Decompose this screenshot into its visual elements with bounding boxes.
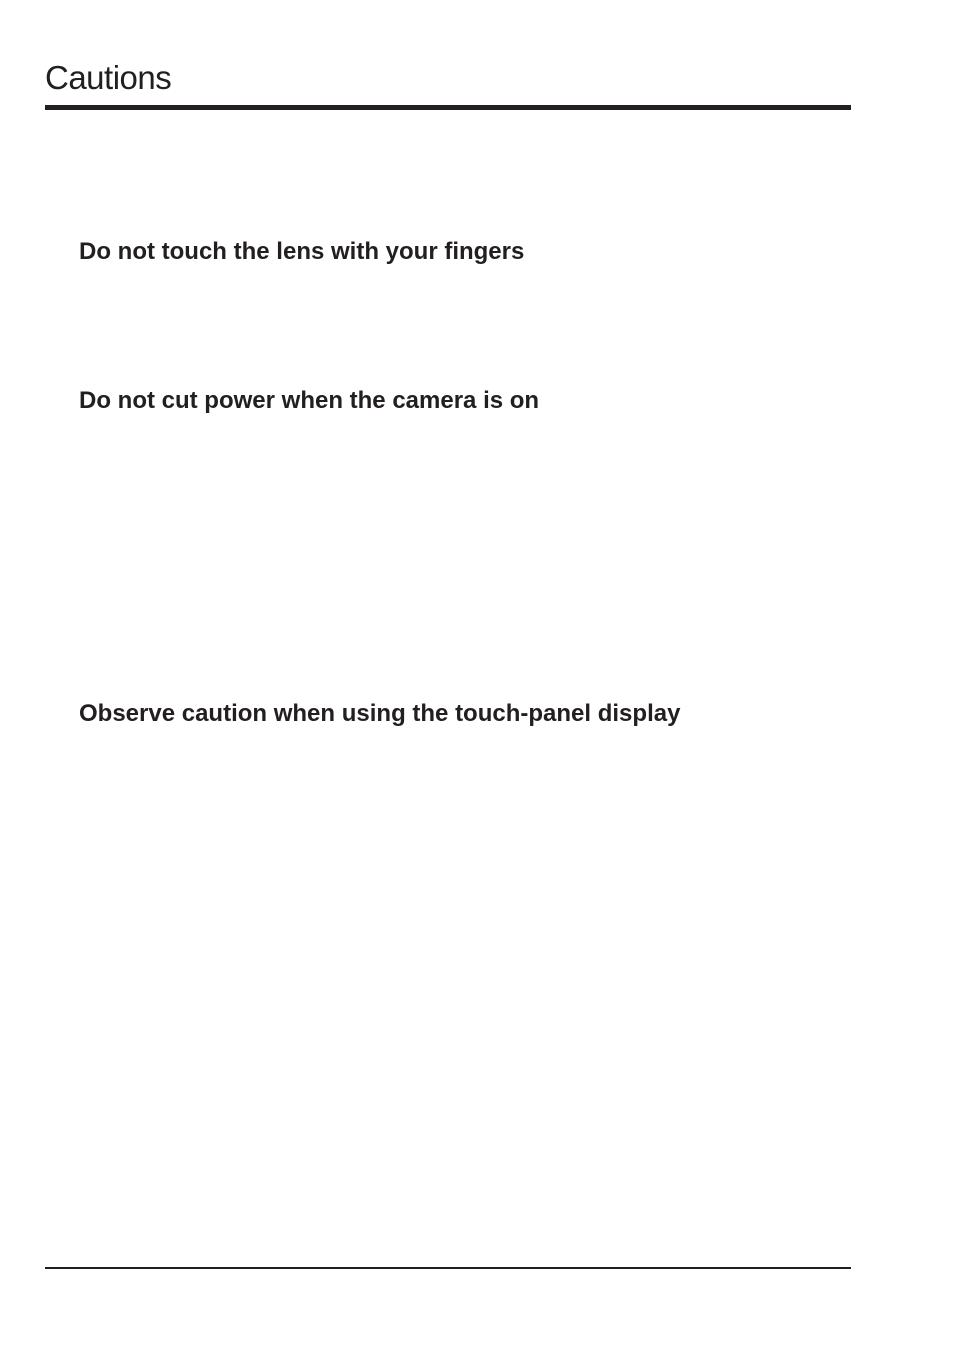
page-title: Cautions (45, 59, 172, 96)
footer-divider (45, 1267, 851, 1269)
section-heading-touch-panel: Observe caution when using the touch-panel display (79, 700, 681, 727)
section-heading-power: Do not cut power when the camera is on (79, 387, 540, 414)
section-heading-lens: Do not touch the lens with your fingers (79, 238, 525, 265)
title-divider (45, 105, 851, 110)
